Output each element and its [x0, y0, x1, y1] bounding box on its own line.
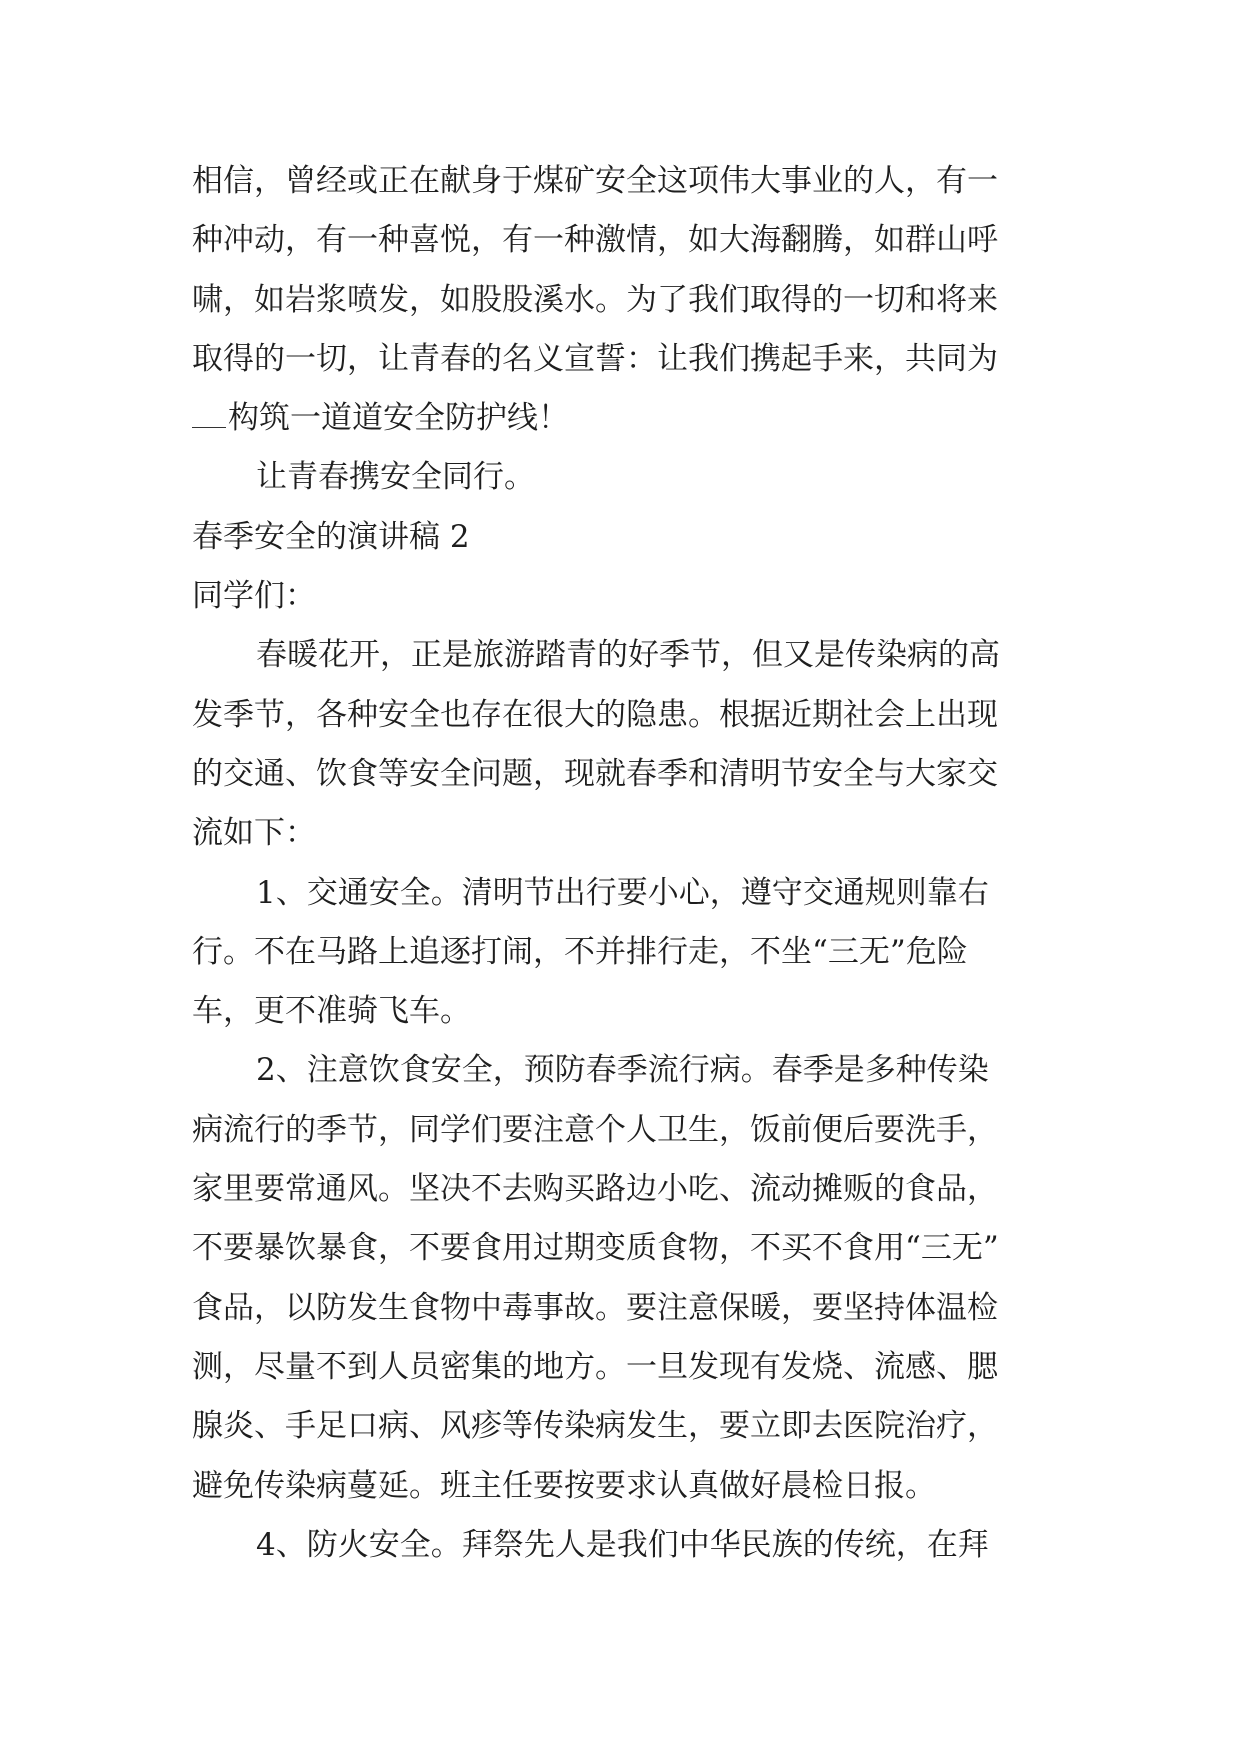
- text-line: 流如下：: [192, 815, 316, 852]
- paragraph: [192, 626, 1062, 863]
- greeting: 同学们：: [192, 578, 316, 615]
- paragraph: [192, 864, 1062, 1042]
- text-line: 食品，以防发生食物中毒事故。要注意保暖，要坚持体温检: [192, 1289, 998, 1326]
- text-line: 取得的一切，让青春的名义宣誓：让我们携起手来，共同为: [192, 340, 998, 377]
- text-line: 不要暴饮暴食，不要食用过期变质食物，不买不食用“三无”: [192, 1230, 999, 1267]
- fill-in-blank: [192, 426, 226, 428]
- paragraph: [192, 1041, 1062, 1515]
- text-line: 4、防火安全。拜祭先人是我们中华民族的传统，在拜: [256, 1526, 989, 1563]
- text-line: 让青春携安全同行。: [256, 459, 535, 496]
- paragraph: [192, 152, 1062, 448]
- text-line: 2、注意饮食安全，预防春季流行病。春季是多种传染: [256, 1052, 989, 1089]
- text-line: 发季节，各种安全也存在很大的隐患。根据近期社会上出现: [192, 696, 998, 733]
- text-line: 啸，如岩浆喷发，如股股溪水。为了我们取得的一切和将来: [192, 281, 998, 318]
- paragraph: [192, 1516, 1062, 1575]
- text-line: 种冲动，有一种喜悦，有一种激情，如大海翻腾，如群山呼: [192, 222, 998, 259]
- document-body: [192, 152, 1062, 1575]
- paragraph: [192, 448, 1062, 507]
- text-line: 车，更不准骑飞车。: [192, 993, 471, 1030]
- text-line: 春暖花开，正是旅游踏青的好季节，但又是传染病的高: [256, 637, 1000, 674]
- text-line: 家里要常通风。坚决不去购买路边小吃、流动摊贩的食品，: [192, 1171, 998, 1208]
- text-line: 的交通、饮食等安全问题，现就春季和清明节安全与大家交: [192, 755, 998, 792]
- text-line: 相信，曾经或正在献身于煤矿安全这项伟大事业的人，有一: [192, 163, 998, 199]
- text-line: 腺炎、手足口病、风疹等传染病发生，要立即去医院治疗，: [192, 1408, 998, 1445]
- text-fragment: 构筑一道道安全防护线！: [228, 400, 569, 437]
- section-title: 春季安全的演讲稿 2: [192, 518, 470, 555]
- text-line: 测，尽量不到人员密集的地方。一旦发现有发烧、流感、腮: [192, 1348, 998, 1385]
- text-line-with-blank: [192, 389, 1062, 448]
- text-line: 行。不在马路上追逐打闹，不并排行走，不坐“三无”危险: [192, 933, 968, 970]
- text-line: 避免传染病蔓延。班主任要按要求认真做好晨检日报。: [192, 1467, 936, 1504]
- text-line: 1、交通安全。清明节出行要小心，遵守交通规则靠右: [256, 874, 989, 911]
- text-line: 病流行的季节，同学们要注意个人卫生，饭前便后要洗手，: [192, 1111, 998, 1148]
